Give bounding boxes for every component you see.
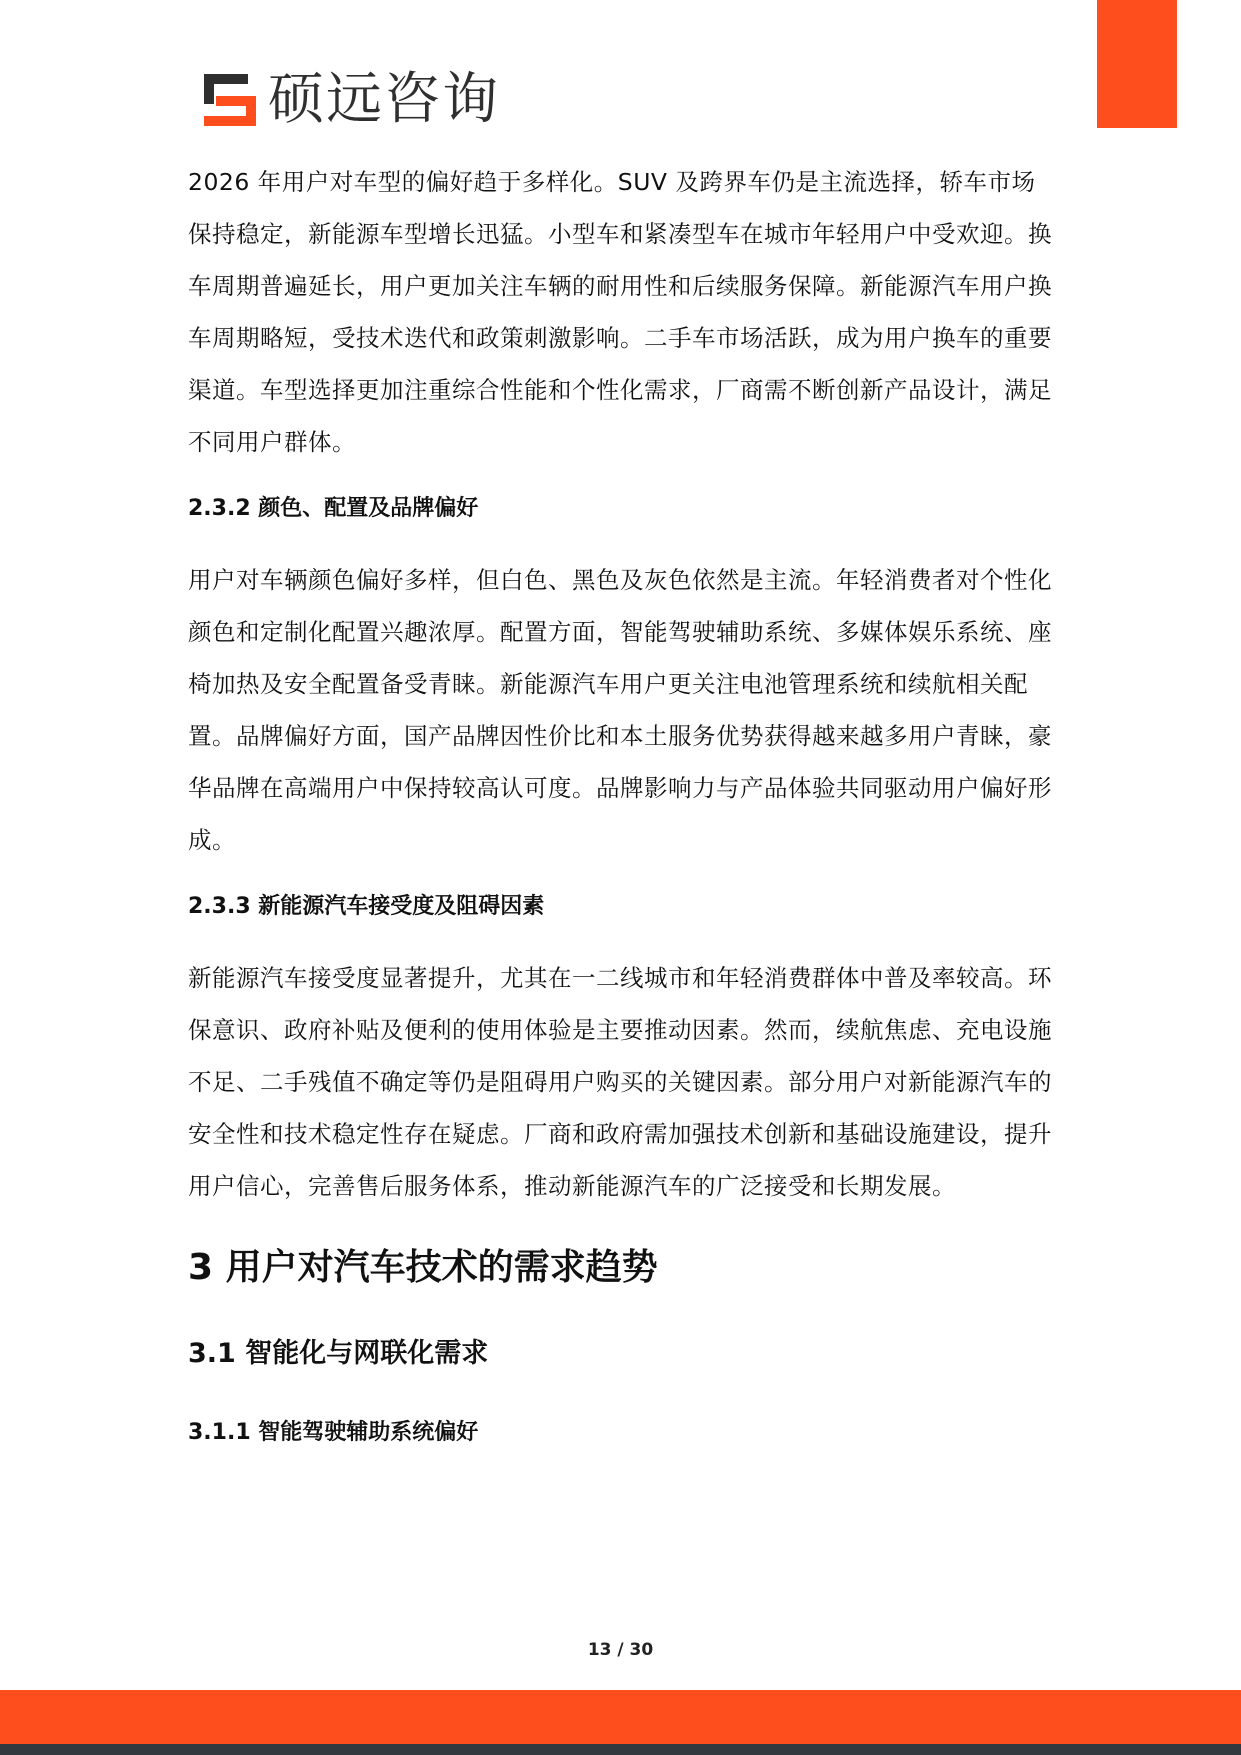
footer-dark-strip	[0, 1744, 1241, 1755]
heading-2-3-2: 2.3.2 颜色、配置及品牌偏好	[188, 496, 479, 521]
heading-3: 3 用户对汽车技术的需求趋势	[188, 1247, 658, 1288]
paragraph-nev-acceptance: 新能源汽车接受度显著提升，尤其在一二线城市和年轻消费群体中普及率较高。环保意识、政府补贴及便利的使用体验是主要推动因素。然而，续航焦虑、充电设施不足、二手残值不确定等仍是阻碍用户购买的关键因素。部分用户对新能源汽车的安全性和技术稳定性存在疑虑。厂商和政府需加强技术创新和基础设施建设，提升用户信心，完善售后服务体系，推动新能源汽车的广泛接受和长期发展。	[188, 964, 1052, 1200]
page-number: 13 / 30	[587, 1640, 654, 1660]
heading-3-1: 3.1 智能化与网联化需求	[188, 1338, 489, 1369]
logo-mark-icon	[202, 72, 258, 128]
footer-accent-bar	[0, 1690, 1241, 1744]
brand-logo	[202, 67, 500, 132]
heading-2-3-3: 2.3.3 新能源汽车接受度及阻碍因素	[188, 894, 545, 919]
corner-accent-block	[1097, 0, 1177, 128]
paragraph-vehicle-preference: 2026 年用户对车型的偏好趋于多样化。SUV 及跨界车仍是主流选择，轿车市场保持稳定，新能源车型增长迅猛。小型车和紧凑型车在城市年轻用户中受欢迎。换车周期普遍延长，用户更加关注车辆的耐用性和后续服务保障。新能源汽车用户换车周期略短，受技术迭代和政策刺激影响。二手车市场活跃，成为用户换车的重要渠道。车型选择更加注重综合性能和个性化需求，厂商需不断创新产品设计，满足不同用户群体。	[188, 168, 1052, 456]
document-body	[188, 156, 1058, 1448]
heading-3-1-1: 3.1.1 智能驾驶辅助系统偏好	[188, 1420, 479, 1445]
brand-name: 硕远咨询	[268, 67, 500, 132]
paragraph-color-config-brand: 用户对车辆颜色偏好多样，但白色、黑色及灰色依然是主流。年轻消费者对个性化颜色和定制化配置兴趣浓厚。配置方面，智能驾驶辅助系统、多媒体娱乐系统、座椅加热及安全配置备受青睐。新能源汽车用户更关注电池管理系统和续航相关配置。品牌偏好方面，国产品牌因性价比和本土服务优势获得越来越多用户青睐，豪华品牌在高端用户中保持较高认可度。品牌影响力与产品体验共同驱动用户偏好形成。	[188, 566, 1052, 854]
